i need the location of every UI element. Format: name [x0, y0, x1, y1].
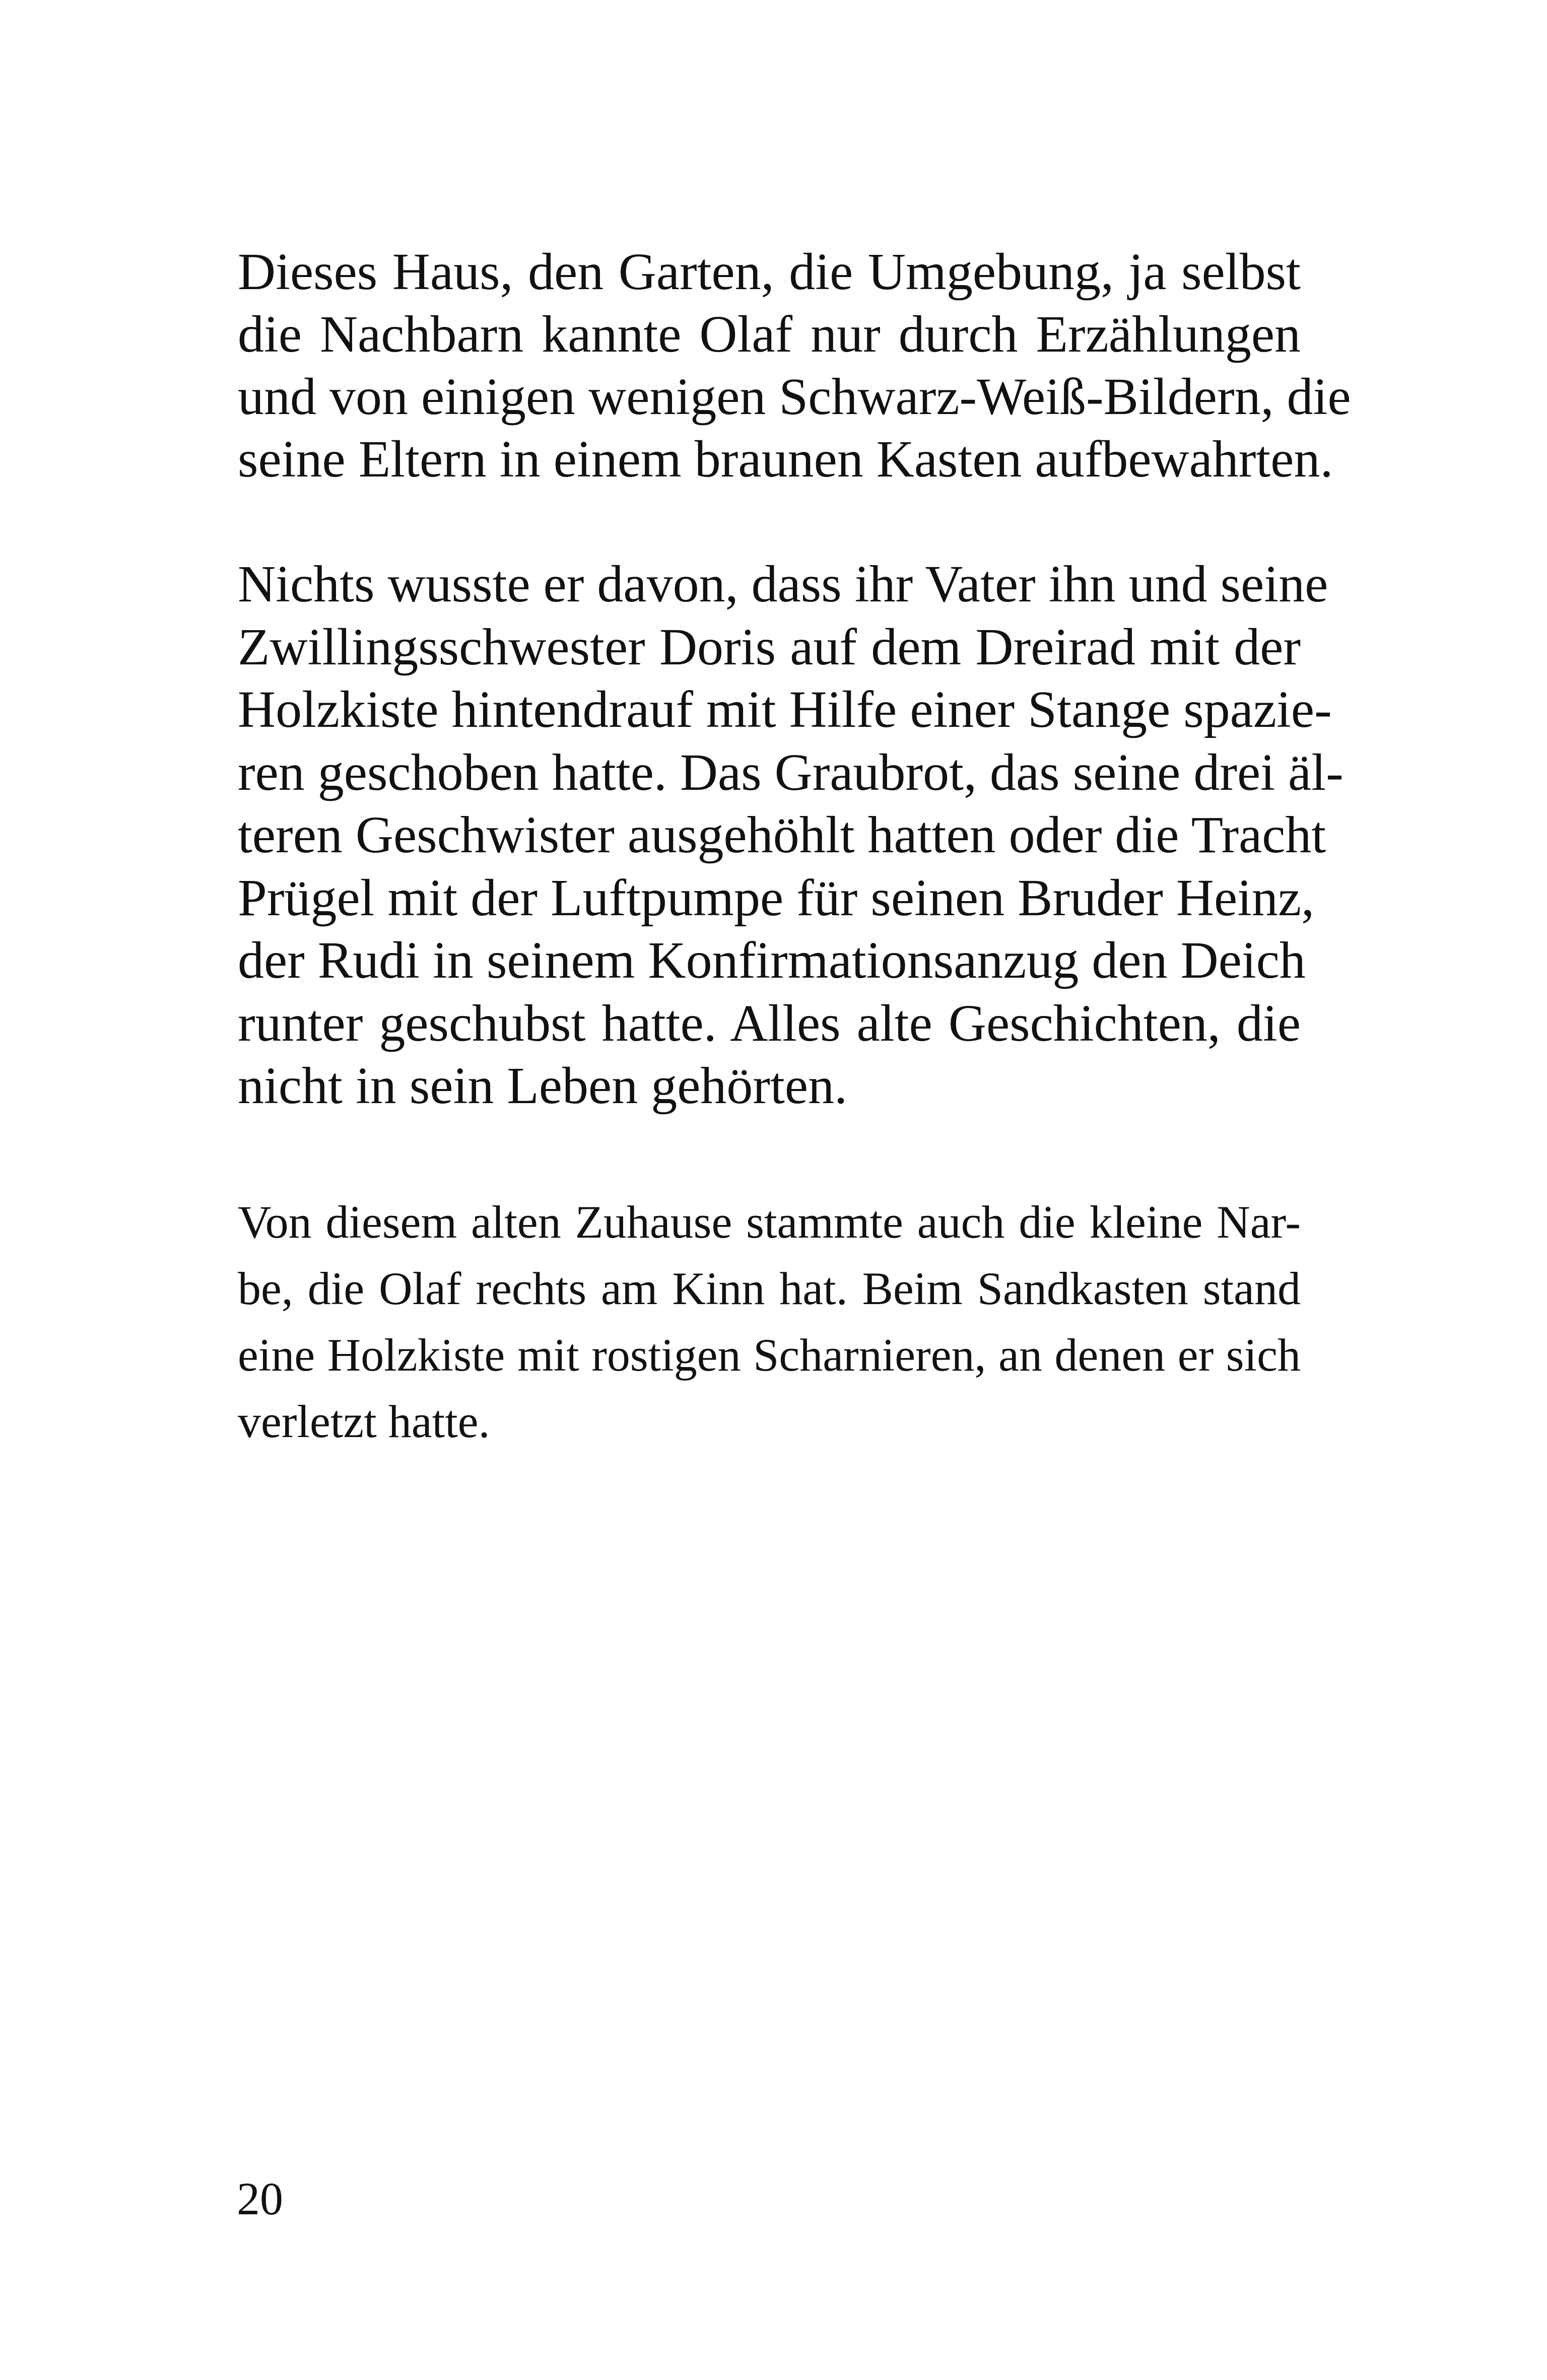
paragraph-line: Dieses Haus, den Garten, die Umgebung, ja selbst	[238, 243, 1301, 301]
paragraph-line: Holzkiste hintendrauf mit Hilfe einer Stange spazie-	[238, 681, 1332, 738]
paragraph-line: seine Eltern in einem braunen Kasten aufbewahrten.	[238, 430, 1333, 488]
paragraph-2	[238, 553, 1343, 1118]
paragraph-line: ren geschoben hatte. Das Graubrot, das seine drei äl-	[238, 743, 1343, 801]
paragraph-line: eine Holzkiste mit rostigen Scharnieren, an denen er sich	[238, 1329, 1301, 1381]
paragraph-line: Von diesem alten Zuhause stammte auch die kleine Nar-	[238, 1196, 1301, 1248]
paragraph-1	[238, 241, 1351, 491]
paragraph-line: runter geschubst hatte. Alles alte Geschichten, die	[238, 994, 1301, 1052]
paragraph-line: die Nachbarn kannte Olaf nur durch Erzählungen	[238, 305, 1301, 363]
paragraph-line: teren Geschwister ausgehöhlt hatten oder die Tracht	[238, 806, 1326, 864]
paragraph-line: nicht in sein Leben gehörten.	[238, 1057, 848, 1115]
paragraph-line: Nichts wusste er davon, dass ihr Vater ihn und seine	[238, 555, 1328, 613]
paragraph-line: be, die Olaf rechts am Kinn hat. Beim Sandkasten stand	[238, 1263, 1301, 1314]
paragraph-line: und von einigen wenigen Schwarz-Weiß-Bildern, die	[238, 368, 1351, 426]
paragraph-line: Zwillingsschwester Doris auf dem Dreirad mit der	[238, 618, 1301, 676]
page-number: 20	[237, 2173, 283, 2224]
paragraph-line: der Rudi in seinem Konfirmationsanzug den Deich	[238, 931, 1306, 989]
paragraph-3	[238, 1189, 1301, 1455]
paragraph-line: verletzt hatte.	[238, 1396, 490, 1447]
paragraph-line: Prügel mit der Luftpumpe für seinen Bruder Heinz,	[238, 868, 1315, 927]
